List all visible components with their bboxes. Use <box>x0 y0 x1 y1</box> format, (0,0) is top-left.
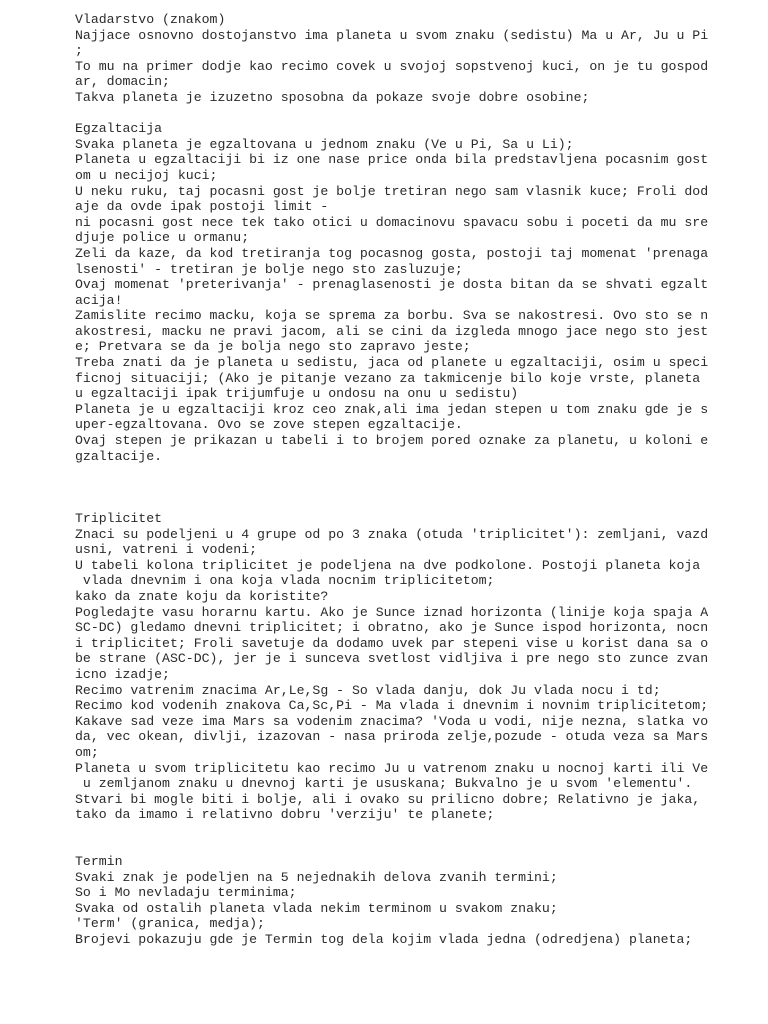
text-line: Brojevi pokazuju gde je Termin tog dela kojim vlada jedna (odredjena) planeta; <box>75 932 693 948</box>
text-line: acija! <box>75 292 123 308</box>
text-line: be strane (ASC-DC), jer je i sunceva svetlost vidljiva i pre nego sto zunce zvan <box>75 651 709 667</box>
text-line: Kakave sad veze ima Mars sa vodenim znacima? 'Voda u vodi, nije nezna, slatka vo <box>75 713 709 729</box>
text-line: u zemljanom znaku u dnevnoj karti je ususkana; Bukvalno je u svom 'elementu'. <box>75 776 693 792</box>
text-line: usni, vatreni i vodeni; <box>75 542 258 558</box>
text-line: om u necijoj kuci; <box>75 167 218 183</box>
text-line: Zamislite recimo macku, koja se sprema za borbu. Sva se nakostresi. Ovo sto se n <box>75 308 709 324</box>
text-line: kako da znate koju da koristite? <box>75 588 329 604</box>
text-line: da, vec okean, divlji, izazovan - nasa priroda zelje,pozude - otuda veza sa Mars <box>75 729 709 745</box>
spacer <box>75 106 755 122</box>
spacer <box>75 464 755 511</box>
text-line: Takva planeta je izuzetno sposobna da pokaze svoje dobre osobine; <box>75 89 590 105</box>
text-line: lsenosti' - tretiran je bolje nego sto zasluzuje; <box>75 261 463 277</box>
text-line: ; <box>75 43 83 59</box>
text-line: uper-egzaltovana. Ovo se zove stepen egzaltacije. <box>75 417 463 433</box>
text-line: ficnoj situaciji; (Ako je pitanje vezano za takmicenje bilo koje vrste, planeta <box>75 370 701 386</box>
text-line: akostresi, macku ne pravi jacom, ali se cini da izgleda mnogo jace nego sto jest <box>75 323 709 339</box>
text-line: ni pocasni gost nece tek tako otici u domacinovu spavacu sobu i poceti da mu sre <box>75 214 709 230</box>
text-line: om; <box>75 744 99 760</box>
text-line: Ovaj stepen je prikazan u tabeli i to brojem pored oznake za planetu, u koloni e <box>75 433 709 449</box>
text-line: To mu na primer dodje kao recimo covek u svojoj sopstvenoj kuci, on je tu gospod <box>75 58 709 74</box>
section-triplicitet <box>75 511 755 823</box>
text-line: icno izadje; <box>75 666 170 682</box>
document-page <box>75 12 755 948</box>
text-line: Svaka planeta je egzaltovana u jednom znaku (Ve u Pi, Sa u Li); <box>75 136 574 152</box>
text-line: Znaci su podeljeni u 4 grupe od po 3 znaka (otuda 'triplicitet'): zemljani, vazd <box>75 526 709 542</box>
text-line: tako da imamo i relativno dobru 'verziju' te planete; <box>75 807 495 823</box>
text-line: Ovaj momenat 'preterivanja' - prenaglasenosti je dosta bitan da se shvati egzalt <box>75 277 709 293</box>
text-line: U neku ruku, taj pocasni gost je bolje tretiran nego sam vlasnik kuce; Froli dod <box>75 183 709 199</box>
text-line: djuje police u ormanu; <box>75 230 250 246</box>
section-heading: Triplicitet <box>75 511 163 527</box>
section-heading: Vladarstvo (znakom) <box>75 12 226 27</box>
text-line: U tabeli kolona triplicitet je podeljena na dve podkolone. Postoji planeta koja <box>75 557 701 573</box>
text-line: vlada dnevnim i ona koja vlada nocnim triplicitetom; <box>75 573 495 589</box>
text-line: aje da ovde ipak postoji limit - <box>75 199 329 215</box>
text-line: gzaltacije. <box>75 448 163 464</box>
text-line: Pogledajte vasu horarnu kartu. Ako je Sunce iznad horizonta (linije koja spaja A <box>75 604 709 620</box>
text-line: Recimo kod vodenih znakova Ca,Sc,Pi - Ma vlada i dnevnim i novnim triplicitetom; <box>75 698 709 714</box>
text-line: Najjace osnovno dostojanstvo ima planeta u svom znaku (sedistu) Ma u Ar, Ju u Pi <box>75 27 709 43</box>
text-line: ar, domacin; <box>75 74 170 90</box>
spacer <box>75 823 755 854</box>
text-line: Svaki znak je podeljen na 5 nejednakih delova zvanih termini; <box>75 869 558 885</box>
section-heading: Termin <box>75 854 123 870</box>
text-line: e; Pretvara se da je bolja nego sto zapravo jeste; <box>75 339 471 355</box>
section-vladarstvo <box>75 12 755 106</box>
text-line: Recimo vatrenim znacima Ar,Le,Sg - So vlada danju, dok Ju vlada nocu i td; <box>75 682 661 698</box>
text-line: u egzaltaciji ipak trijumfuje u ondosu na onu u sedistu) <box>75 386 519 402</box>
text-line: So i Mo nevladaju terminima; <box>75 885 297 901</box>
text-line: Stvari bi mogle biti i bolje, ali i ovako su prilicno dobre; Relativno je jaka, <box>75 791 701 807</box>
text-line: SC-DC) gledamo dnevni triplicitet; i obratno, ako je Sunce ispod horizonta, nocn <box>75 620 709 636</box>
text-line: Treba znati da je planeta u sedistu, jaca od planete u egzaltaciji, osim u speci <box>75 355 709 371</box>
text-line: 'Term' (granica, medja); <box>75 916 265 932</box>
text-line: Svaka od ostalih planeta vlada nekim terminom u svakom znaku; <box>75 900 558 916</box>
section-termin <box>75 854 755 948</box>
text-line: Planeta je u egzaltaciji kroz ceo znak,ali ima jedan stepen u tom znaku gde je s <box>75 401 709 417</box>
text-line: Planeta u svom triplicitetu kao recimo Ju u vatrenom znaku u nocnoj karti ili Ve <box>75 760 709 776</box>
text-line: Planeta u egzaltaciji bi iz one nase price onda bila predstavljena pocasnim gost <box>75 152 709 168</box>
text-line: i triplicitet; Froli savetuje da dodamo uvek par stepeni vise u korist dana sa o <box>75 635 709 651</box>
section-heading: Egzaltacija <box>75 121 163 137</box>
section-egzaltacija <box>75 121 755 464</box>
text-line: Zeli da kaze, da kod tretiranja tog pocasnog gosta, postoji taj momenat 'prenaga <box>75 245 709 261</box>
